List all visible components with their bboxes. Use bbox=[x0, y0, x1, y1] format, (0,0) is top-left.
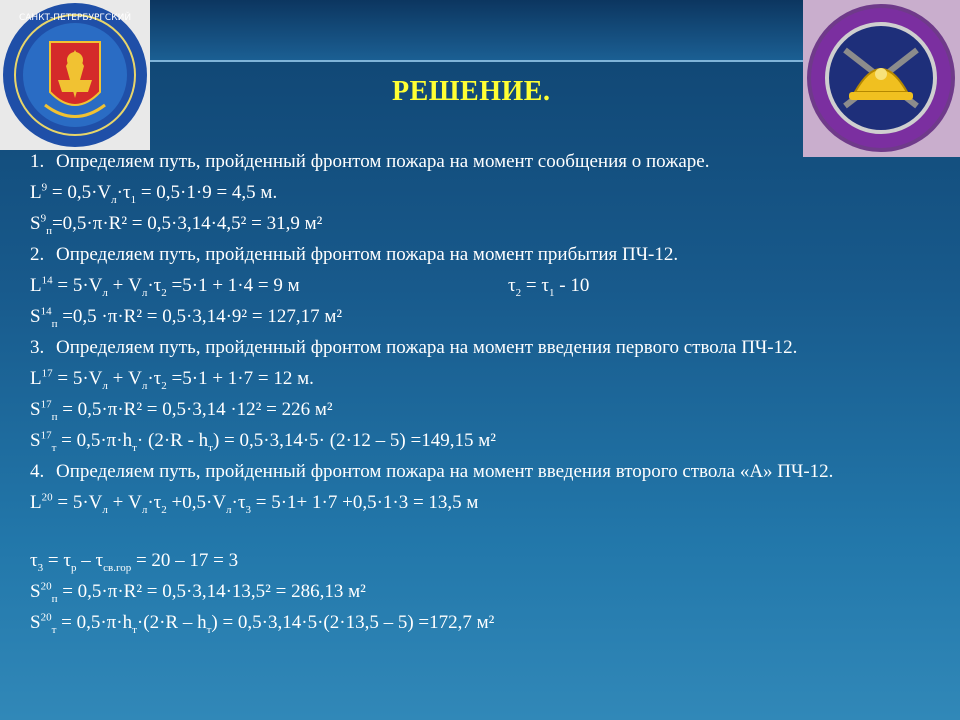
solution-content bbox=[30, 146, 926, 638]
step-number: 4. bbox=[30, 461, 45, 482]
formula-s20p: $S^{20}_п = 0,5\cdot\pi\cdot R^2 = 0,5\cdot 3,14\cdot 13,5^2 = 286,13$ м² bbox=[30, 580, 366, 605]
page-title: РЕШЕНИЕ. bbox=[392, 76, 551, 107]
formula-l17: $L^{17} = 5\cdot V_л + V_л\cdot\tau_2 =5\cdot 1 + 1\cdot 7 = 12$ м. bbox=[30, 367, 314, 392]
formula-l9: $L^9 = 0,5\cdot V_л\cdot\tau_1 = 0,5\cdot 1\cdot 9 = 4,5$ м. bbox=[30, 181, 278, 206]
university-emblem-icon bbox=[0, 0, 150, 150]
step-2 bbox=[30, 239, 926, 270]
formula-s9: $S^9_п=0,5\cdot\pi\cdot R^2 = 0,5\cdot 3,14\cdot 4,5^2 = 31,9$ м² bbox=[30, 212, 323, 237]
step-number: 1. bbox=[30, 151, 45, 172]
formula-s14: $S^{14}_п =0,5 \cdot\pi\cdot R^2 = 0,5\cdot 3,14\cdot 9^2 = 127,17$ м² bbox=[30, 305, 343, 330]
step-text: Определяем путь, пройденный фронтом пожара на момент введения второго ствола «А» ПЧ-12. bbox=[56, 461, 834, 482]
step-number: 3. bbox=[30, 337, 45, 358]
step-1 bbox=[30, 146, 926, 177]
formula-l20: $L^{20} = 5\cdot V_л + V_л\cdot\tau_2 +0,5\cdot V_л\cdot\tau_3 = 5\cdot 1+ 1\cdot 7 +0,5\cdot 1\cdot 3 = 13,5$ м bbox=[30, 491, 479, 516]
step-3 bbox=[30, 332, 926, 363]
formula-tau3: $\tau_3 = \tau_р - \tau_{св.гор} = 20 - 17 = 3$ bbox=[30, 550, 239, 574]
formula-s20t: $S^{20}_т = 0,5\cdot\pi\cdot h_т\cdot(2\cdot R - h_т) = 0,5\cdot 3,14\cdot 5\cdot(2\cdot 13,5 - 5) =172,7$ м² bbox=[30, 611, 495, 636]
formula-l14: $L^{14} = 5\cdot V_л + V_л\cdot\tau_2 =5\cdot 1 + 1\cdot 4 = 9$ м $\tau_2 = \tau_1 - 10$ bbox=[30, 270, 926, 301]
step-text: Определяем путь, пройденный фронтом пожара на момент прибытия ПЧ-12. bbox=[56, 244, 679, 265]
step-4 bbox=[30, 456, 926, 487]
step-text: Определяем путь, пройденный фронтом пожара на момент введения первого ствола ПЧ-12. bbox=[56, 337, 798, 358]
firefighting-emblem-icon bbox=[803, 0, 960, 157]
step-text: Определяем путь, пройденный фронтом пожара на момент сообщения о пожаре. bbox=[56, 151, 710, 172]
svg-text:САНКТ-ПЕТЕРБУРГСКИЙ: САНКТ-ПЕТЕРБУРГСКИЙ bbox=[18, 13, 132, 23]
step-number: 2. bbox=[30, 244, 45, 265]
formula-tau2: $\tau_2 = \tau_1 - 10$ bbox=[508, 275, 590, 299]
formula-s17p: $S^{17}_п = 0,5\cdot\pi\cdot R^2 = 0,5\cdot 3,14 \cdot 12^2 = 226$ м² bbox=[30, 398, 333, 423]
formula-s17t: $S^{17}_т = 0,5\cdot\pi\cdot h_т\cdot (2\cdot R - h_т) = 0,5\cdot 3,14\cdot 5\cdot (2\cdot 12 - 5) =149,15$ м² bbox=[30, 429, 496, 454]
header-band bbox=[150, 0, 803, 62]
